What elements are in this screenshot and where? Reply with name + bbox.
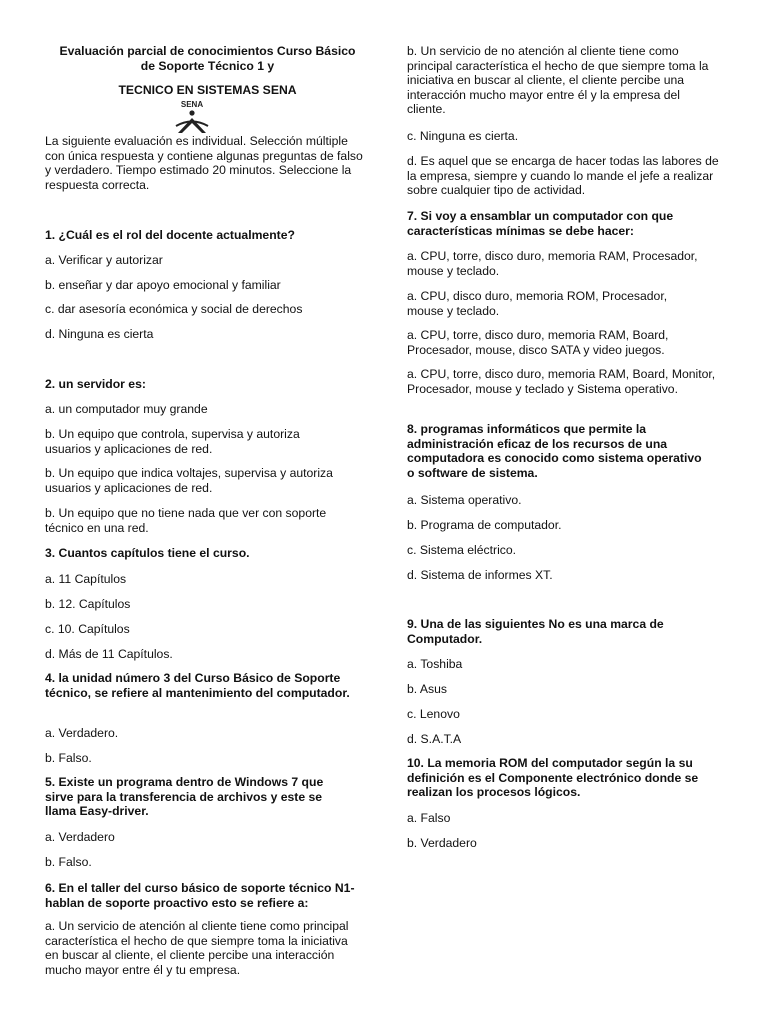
q8-option-d: d. Sistema de informes XT.: [407, 568, 553, 582]
q6-option-b: b. Un servicio de no atención al cliente tiene como principal característica el hecho de que siempre toma la iniciativa en buscar al cliente, el cliente percibe una interacción mucho mayor entre él y la empresa del cliente.: [407, 44, 709, 117]
q9-option-a: a. Toshiba: [407, 657, 463, 671]
question-2: 2. un servidor es:: [45, 377, 146, 391]
q10-option-b: b. Verdadero: [407, 836, 477, 850]
q7-option-a2: a. CPU, disco duro, memoria ROM, Procesador, mouse y teclado.: [407, 289, 668, 318]
q2-option-b2: b. Un equipo que indica voltajes, supervisa y autoriza usuarios y aplicaciones de red.: [45, 466, 333, 495]
q7-option-a4: a. CPU, torre, disco duro, memoria RAM, Board, Monitor, Procesador, mouse y teclado y Sistema operativo.: [407, 367, 716, 396]
question-10: 10. La memoria ROM del computador según la su definición es el Componente electrónico donde se realizan los procesos lógicos.: [407, 756, 699, 800]
q7-option-a3: a. CPU, torre, disco duro, memoria RAM, Board, Procesador, mouse, disco SATA y video juegos.: [407, 328, 669, 357]
q6-option-a: a. Un servicio de atención al cliente tiene como principal característica el hecho de que siempre toma la iniciativa en buscar al cliente, el cliente percibe una interacción mucho mayor entre él y tu empresa.: [45, 919, 349, 977]
q4-option-b: b. Falso.: [45, 751, 92, 765]
q1-option-c: c. dar asesoría económica y social de derechos: [45, 302, 303, 316]
q1-option-a: a. Verificar y autorizar: [45, 253, 163, 267]
question-7: 7. Si voy a ensamblar un computador con que características mínimas se debe hacer:: [407, 209, 674, 238]
q2-option-a: a. un computador muy grande: [45, 402, 208, 416]
q5-option-b: b. Falso.: [45, 855, 92, 869]
title-line-3: TECNICO EN SISTEMAS SENA: [118, 83, 297, 97]
question-9: 9. Una de las siguientes No es una marca de Computador.: [407, 617, 664, 646]
q9-option-b: b. Asus: [407, 682, 447, 696]
q2-option-b3: b. Un equipo que no tiene nada que ver con soporte técnico en una red.: [45, 506, 327, 535]
q3-option-c: c. 10. Capítulos: [45, 622, 130, 636]
q10-option-a: a. Falso: [407, 811, 451, 825]
title-line-1: Evaluación parcial de conocimientos Curso Básico: [59, 44, 356, 58]
question-6: 6. En el taller del curso básico de soporte técnico N1- hablan de soporte proactivo esto se refiere a:: [45, 881, 355, 910]
q3-option-b: b. 12. Capítulos: [45, 597, 131, 611]
q6-option-c: c. Ninguna es cierta.: [407, 129, 519, 143]
q9-option-c: c. Lenovo: [407, 707, 460, 721]
q8-option-c: c. Sistema eléctrico.: [407, 543, 517, 557]
q3-option-d: d. Más de 11 Capítulos.: [45, 647, 173, 661]
q3-option-a: a. 11 Capítulos: [45, 572, 127, 586]
intro-text: La siguiente evaluación es individual. Selección múltiple con única respuesta y contiene algunas preguntas de falso y verdadero. Tiempo estimado 20 minutos. Seleccione la respuesta correcta.: [45, 134, 363, 192]
sena-logo-text: SENA: [180, 100, 204, 109]
q2-option-b1: b. Un equipo que controla, supervisa y autoriza usuarios y aplicaciones de red.: [45, 427, 300, 456]
title-line-2: de Soporte Técnico 1 y: [140, 59, 275, 73]
q8-option-a: a. Sistema operativo.: [407, 493, 522, 507]
sena-logo: [175, 99, 209, 135]
q5-option-a: a. Verdadero: [45, 830, 115, 844]
q1-option-b: b. enseñar y dar apoyo emocional y familiar: [45, 278, 281, 292]
question-8: 8. programas informáticos que permite la administración eficaz de los recursos de una computadora es conocido como sistema operativo o software de sistema.: [407, 422, 702, 480]
sena-logo-icon: [175, 99, 209, 135]
q6-option-d: d. Es aquel que se encarga de hacer todas las labores de la empresa, siempre y cuando lo mande el jefe a realizar sobre cualquier tipo de actividad.: [407, 154, 719, 198]
question-5: 5. Existe un programa dentro de Windows 7 que sirve para la transferencia de archivos y este se llama Easy-driver.: [45, 775, 324, 819]
q4-option-a: a. Verdadero.: [45, 726, 119, 740]
q7-option-a1: a. CPU, torre, disco duro, memoria RAM, Procesador, mouse y teclado.: [407, 249, 698, 278]
q1-option-d: d. Ninguna es cierta: [45, 327, 154, 341]
q8-option-b: b. Programa de computador.: [407, 518, 562, 532]
q9-option-d: d. S.A.T.A: [407, 732, 462, 746]
question-3: 3. Cuantos capítulos tiene el curso.: [45, 546, 250, 560]
question-1: 1. ¿Cuál es el rol del docente actualmente?: [45, 228, 295, 242]
question-4: 4. la unidad número 3 del Curso Básico de Soporte técnico, se refiere al mantenimiento del computador.: [45, 671, 350, 700]
